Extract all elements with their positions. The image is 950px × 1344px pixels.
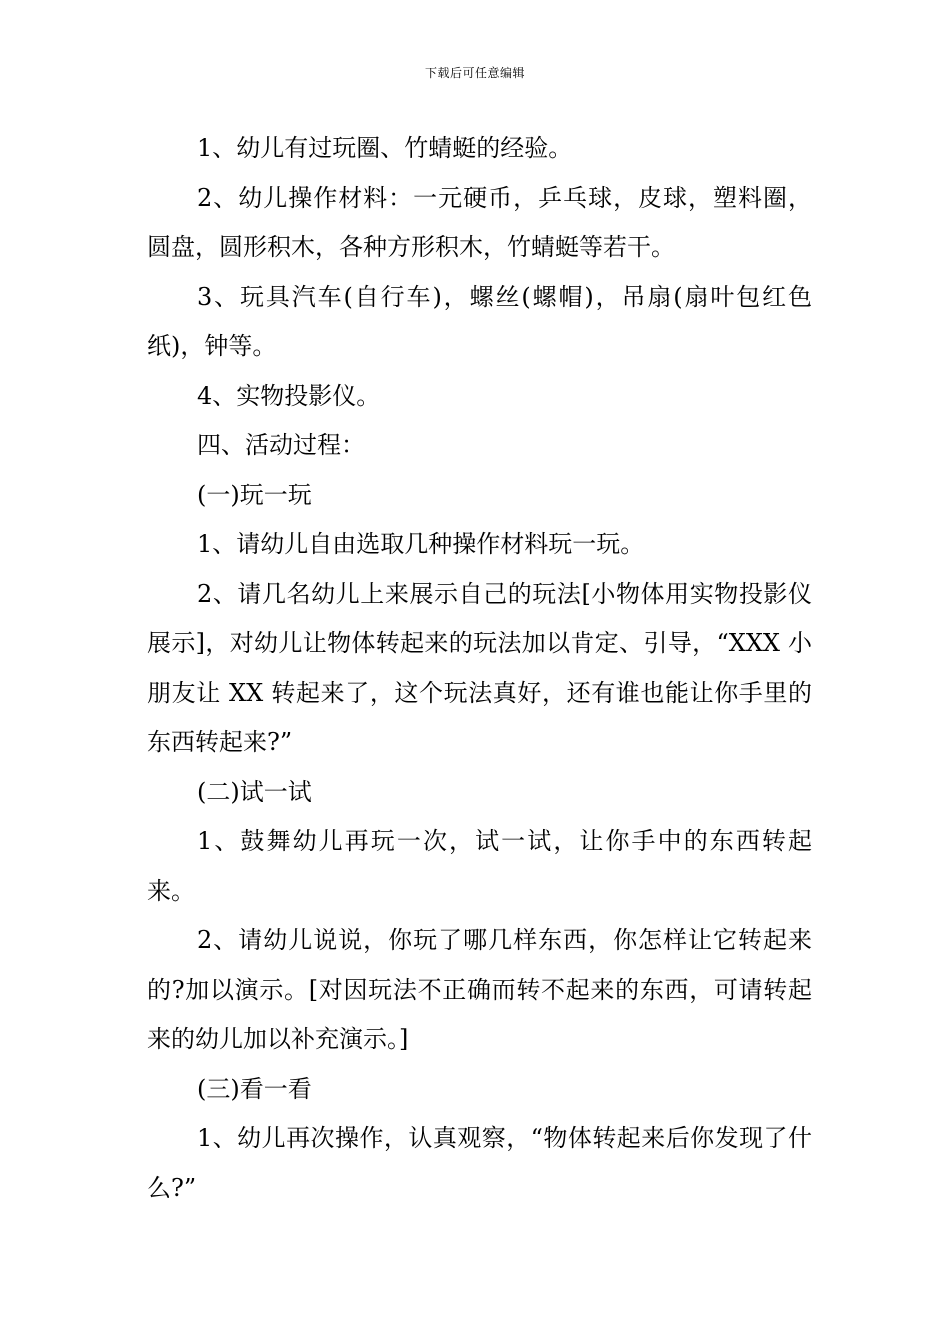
paragraph-projector: 4、实物投影仪。 xyxy=(197,381,381,410)
document-body xyxy=(147,124,812,1213)
paragraph-play-step-2: 2、请几名幼儿上来展示自己的玩法[小物体用实物投影仪展示]，对幼儿让物体转起来的玩法加以肯定、引导，“XXX 小朋友让 XX 转起来了，这个玩法真好，还有谁也能让你手里的东西转起来?” xyxy=(147,579,812,756)
paragraph-try-step-2: 2、请幼儿说说，你玩了哪几样东西，你怎样让它转起来的?加以演示。[对因玩法不正确而转不起来的东西，可请转起来的幼儿加以补充演示。] xyxy=(147,926,812,1053)
paragraph-materials: 2、幼儿操作材料：一元硬币，乒乓球，皮球，塑料圈，圆盘，圆形积木，各种方形积木，竹蜻蜓等若干。 xyxy=(147,183,812,261)
page-header: 下载后可任意编辑 xyxy=(424,66,525,80)
subsection-heading-play: (一)玩一玩 xyxy=(197,480,312,509)
subsection-heading-look: (三)看一看 xyxy=(197,1074,312,1103)
paragraph-play-step-1: 1、请幼儿自由选取几种操作材料玩一玩。 xyxy=(197,530,645,558)
paragraph-experience: 1、幼儿有过玩圈、竹蜻蜓的经验。 xyxy=(197,134,573,162)
section-heading-process: 四、活动过程： xyxy=(197,431,365,459)
subsection-heading-try: (二)试一试 xyxy=(197,777,312,806)
paragraph-try-step-1: 1、鼓舞幼儿再玩一次，试一试，让你手中的东西转起来。 xyxy=(147,827,812,905)
paragraph-look-step-1: 1、幼儿再次操作，认真观察，“物体转起来后你发现了什么?” xyxy=(147,1124,812,1202)
paragraph-toys: 3、玩具汽车(自行车)，螺丝(螺帽)，吊扇(扇叶包红色纸)，钟等。 xyxy=(147,282,812,360)
